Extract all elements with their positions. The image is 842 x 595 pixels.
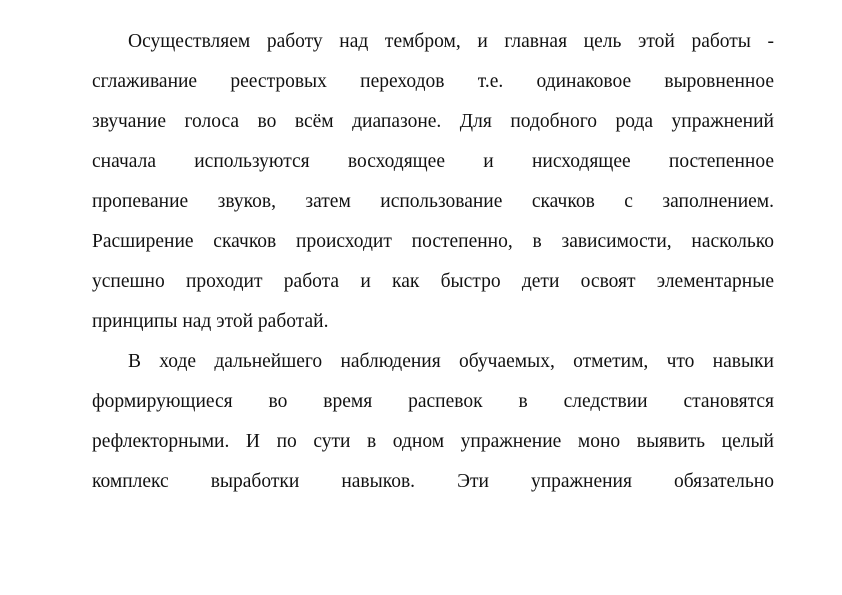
paragraph-1-line-8: принципы над этой работай. — [92, 311, 329, 332]
paragraph-1-line-7: успешно проходит работа и как быстро дети освоят элементарные — [92, 271, 774, 292]
paragraph-2-line-4: комплекс выработки навыков. Эти упражнения обязательно — [92, 471, 774, 492]
paragraph-2-line-1: В ходе дальнейшего наблюдения обучаемых, отметим, что навыки — [128, 351, 774, 372]
paragraph-1-line-2: сглаживание реестровых переходов т.е. одинаковое выровненное — [92, 71, 774, 92]
paragraph-1-line-5: пропевание звуков, затем использование скачков с заполнением. — [92, 191, 774, 212]
paragraph-1-line-4: сначала используются восходящее и нисходящее постепенное — [92, 151, 774, 172]
paragraph-1-line-6: Расширение скачков происходит постепенно, в зависимости, насколько — [92, 231, 774, 252]
paragraph-1-line-1: Осуществляем работу над тембром, и главная цель этой работы - — [128, 31, 774, 52]
paragraph-2-line-2: формирующиеся во время распевок в следствии становятся — [92, 391, 774, 412]
paragraph-1-line-3: звучание голоса во всём диапазоне. Для подобного рода упражнений — [92, 111, 774, 132]
paragraph-2-line-3: рефлекторными. И по сути в одном упражнение моно выявить целый — [92, 431, 774, 452]
